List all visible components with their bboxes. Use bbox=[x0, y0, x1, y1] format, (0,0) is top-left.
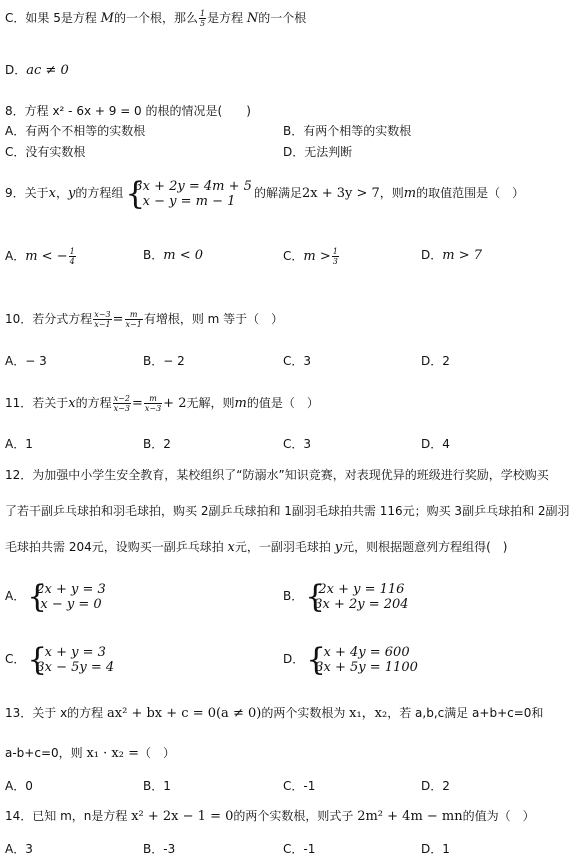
q8-option-b: B．有两个相等的实数根 bbox=[283, 124, 412, 138]
q14-option-b: B．-3 bbox=[143, 842, 176, 856]
q12c-letter: C． bbox=[5, 652, 26, 666]
q12-line3 bbox=[5, 539, 507, 556]
q9d-letter: D． bbox=[421, 248, 443, 262]
q7c-text1: 如果 5是方程 bbox=[25, 11, 101, 25]
q10-text1: 10．若分式方程 bbox=[5, 312, 93, 326]
q7-option-c bbox=[5, 9, 306, 28]
q9-var-y: y bbox=[68, 186, 76, 201]
q10-option-b: B．− 2 bbox=[143, 354, 185, 368]
q9-var-x: x bbox=[48, 186, 56, 201]
q12c-eq1: x + y = 3 bbox=[36, 644, 106, 660]
q12c-eq2: 3x − 5y = 4 bbox=[36, 659, 115, 675]
q12d-brace: { bbox=[306, 641, 326, 678]
q12c-brace: { bbox=[27, 641, 48, 678]
q10-frac1 bbox=[93, 310, 111, 329]
q11-text1: 11．若关于 bbox=[5, 396, 69, 410]
q8-option-a: A．有两个不相等的实数根 bbox=[5, 124, 146, 138]
q7d-letter: D． bbox=[5, 63, 27, 77]
q13-text1: 13．关于 x的方程 bbox=[5, 706, 108, 720]
q9c-num: 1 bbox=[332, 247, 338, 256]
q14-stem bbox=[5, 808, 535, 825]
q13-line2 bbox=[5, 745, 175, 762]
q14-expression: 2m² + 4m − mn bbox=[357, 809, 463, 824]
q8-option-d: D．无法判断 bbox=[283, 145, 353, 159]
q13-option-a: A．0 bbox=[5, 779, 33, 793]
q7c-text3: 是方程 bbox=[207, 11, 247, 25]
q9-option-b bbox=[143, 247, 203, 264]
q11-frac2 bbox=[144, 394, 162, 413]
q12a-eq2: x − y = 0 bbox=[36, 596, 102, 612]
q12d-system bbox=[306, 641, 418, 678]
q11-option-d: D．4 bbox=[421, 437, 450, 451]
q14-option-a: A．3 bbox=[5, 842, 33, 856]
q12-line2: 了若干副乒乓球拍和羽毛球拍，购买 2副乒乓球拍和 1副羽毛球拍共需 116元；购买 3副乒乓球拍和 2副羽 bbox=[5, 504, 570, 518]
q9-option-a bbox=[5, 247, 77, 266]
q12-line3a: 毛球拍共需 204元，设购买一副乒乓球拍 bbox=[5, 540, 228, 554]
q11-option-b: B．2 bbox=[143, 437, 171, 451]
q10-equals: = bbox=[112, 312, 124, 327]
q7-option-d bbox=[5, 62, 69, 79]
q10-frac1-den: x−1 bbox=[94, 320, 111, 329]
q12-line3b: 元，一副羽毛球拍 bbox=[234, 540, 335, 554]
q9a-fraction bbox=[69, 247, 76, 266]
q9a-letter: A． bbox=[5, 249, 26, 263]
q9-text2: ， bbox=[55, 186, 68, 200]
q9a-den: 4 bbox=[69, 257, 75, 266]
q9-system bbox=[125, 175, 252, 212]
q11-var-x: x bbox=[68, 396, 76, 411]
q10-option-d: D．2 bbox=[421, 354, 450, 368]
q12-option-b bbox=[283, 578, 411, 615]
q9-stem bbox=[5, 175, 525, 212]
q14-text3: 的值为（ ） bbox=[462, 809, 535, 823]
q7c-text2: 的一个根，那么 bbox=[113, 11, 198, 25]
q12d-eq1: x + 4y = 600 bbox=[315, 644, 410, 660]
q11-text4: 的值是（ ） bbox=[246, 396, 319, 410]
q12b-letter: B． bbox=[283, 589, 304, 603]
q14-equation: x² + 2x − 1 = 0 bbox=[131, 809, 234, 824]
q8-option-c: C．没有实数根 bbox=[5, 145, 86, 159]
q12c-system bbox=[27, 641, 115, 678]
q11-plus: + 2 bbox=[163, 396, 187, 411]
q9-eq1: 3x + 2y = 4m + 5 bbox=[134, 178, 252, 194]
q14-option-d: D．1 bbox=[421, 842, 450, 856]
q14-option-c: C．-1 bbox=[283, 842, 316, 856]
q9-var-m: m bbox=[403, 186, 417, 201]
q12b-system bbox=[305, 578, 409, 615]
q12-line1: 12．为加强中小学生安全教育，某校组织了“防溺水”知识竞赛，对表现优异的班级进行奖励，学校购买 bbox=[5, 468, 549, 482]
q13-option-d: D．2 bbox=[421, 779, 450, 793]
q11-frac2-num: m bbox=[144, 394, 162, 404]
q9b-math: m < 0 bbox=[163, 248, 203, 263]
q7c-fraction bbox=[199, 9, 206, 28]
q7c-var-m: M bbox=[100, 11, 114, 26]
q7d-math: ac ≠ 0 bbox=[26, 63, 69, 78]
q9c-fraction bbox=[332, 247, 339, 266]
q12d-letter: D． bbox=[283, 652, 305, 666]
q7c-frac-num: 1 bbox=[199, 9, 206, 18]
q10-stem bbox=[5, 310, 283, 329]
q9a-num: 1 bbox=[69, 247, 75, 256]
q13-text2: 的两个实数根为 bbox=[261, 706, 350, 720]
q12a-system bbox=[27, 578, 106, 615]
q10-frac1-num: x−3 bbox=[94, 310, 111, 319]
q12-line3c: 元，则根据题意列方程组得( ) bbox=[342, 540, 508, 554]
q12-option-d bbox=[283, 641, 420, 678]
q9-option-d bbox=[421, 247, 482, 264]
q12-var-y: y bbox=[334, 540, 343, 555]
q10-option-a: A．− 3 bbox=[5, 354, 47, 368]
q13-equation: ax² + bx + c = 0(a ≠ 0) bbox=[107, 706, 262, 721]
q9-text5: ，则 bbox=[379, 186, 404, 200]
q12b-eq1: 2x + y = 116 bbox=[314, 581, 405, 597]
q9b-letter: B． bbox=[143, 248, 164, 262]
q11-equals: = bbox=[131, 396, 143, 411]
q10-frac2 bbox=[125, 310, 143, 329]
q13-text3: ，若 a,b,c满足 a+b+c=0和 bbox=[387, 706, 544, 720]
q9-text4: 的解满足 bbox=[253, 186, 302, 200]
q12a-eq1: 2x + y = 3 bbox=[36, 581, 106, 597]
q13-line1 bbox=[5, 705, 543, 722]
q11-text2: 的方程 bbox=[75, 396, 112, 410]
q10-option-c: C．3 bbox=[283, 354, 312, 368]
q7c-frac-den: 5 bbox=[199, 19, 206, 28]
q9-brace: { bbox=[125, 175, 146, 212]
q9-text6: 的取值范围是（ ） bbox=[416, 186, 525, 200]
q11-frac2-den: x−3 bbox=[144, 404, 162, 413]
q12-option-a bbox=[5, 578, 108, 615]
q10-frac2-num: m bbox=[125, 310, 143, 320]
q10-frac2-den: x−1 bbox=[125, 320, 142, 329]
q11-stem bbox=[5, 394, 319, 413]
q9c-den: 3 bbox=[332, 257, 338, 266]
q9c-letter: C． bbox=[283, 249, 304, 263]
q13-product: x₁ · x₂ = bbox=[86, 746, 139, 761]
q9-text3: 的方程组 bbox=[75, 186, 124, 200]
q7c-var-n: N bbox=[246, 11, 259, 26]
q13-line2b: （ ） bbox=[138, 746, 175, 760]
q7c-text4: 的一个根 bbox=[258, 11, 307, 25]
q9-option-c bbox=[283, 247, 340, 266]
q8-stem: 8．方程 x² - 6x + 9 = 0 的根的情况是( ) bbox=[5, 104, 251, 118]
q10-text2: 有增根，则 m 等于（ ） bbox=[143, 312, 284, 326]
q12a-brace: { bbox=[27, 578, 47, 615]
q12-var-x: x bbox=[227, 540, 235, 555]
q13-option-c: C．-1 bbox=[283, 779, 316, 793]
q11-frac1-num: x−2 bbox=[113, 394, 130, 403]
q12b-brace: { bbox=[305, 578, 325, 615]
q9a-math: m < − bbox=[25, 249, 68, 264]
q11-option-c: C．3 bbox=[283, 437, 312, 451]
q11-option-a: A．1 bbox=[5, 437, 33, 451]
q12b-eq2: 3x + 2y = 204 bbox=[314, 596, 409, 612]
q9-condition: 2x + 3y > 7 bbox=[301, 186, 380, 201]
q7c-letter: C． bbox=[5, 11, 26, 25]
q9c-math: m > bbox=[303, 249, 331, 264]
q14-text1: 14．已知 m，n是方程 bbox=[5, 809, 132, 823]
q11-text3: 无解，则 bbox=[186, 396, 235, 410]
q11-frac1-den: x−3 bbox=[113, 404, 130, 413]
q14-text2: 的两个实数根，则式子 bbox=[233, 809, 358, 823]
q12d-eq2: 3x + 5y = 1100 bbox=[315, 659, 418, 675]
q13-line2a: a-b+c=0，则 bbox=[5, 746, 87, 760]
q13-roots: x₁，x₂ bbox=[349, 706, 388, 721]
q9-text1: 9．关于 bbox=[5, 186, 49, 200]
q12a-letter: A． bbox=[5, 589, 26, 603]
q13-option-b: B．1 bbox=[143, 779, 171, 793]
q12-option-c bbox=[5, 641, 116, 678]
q11-frac1 bbox=[113, 394, 131, 413]
q11-var-m: m bbox=[234, 396, 247, 411]
q9-eq2: x − y = m − 1 bbox=[134, 193, 236, 209]
q9d-math: m > 7 bbox=[442, 248, 483, 263]
